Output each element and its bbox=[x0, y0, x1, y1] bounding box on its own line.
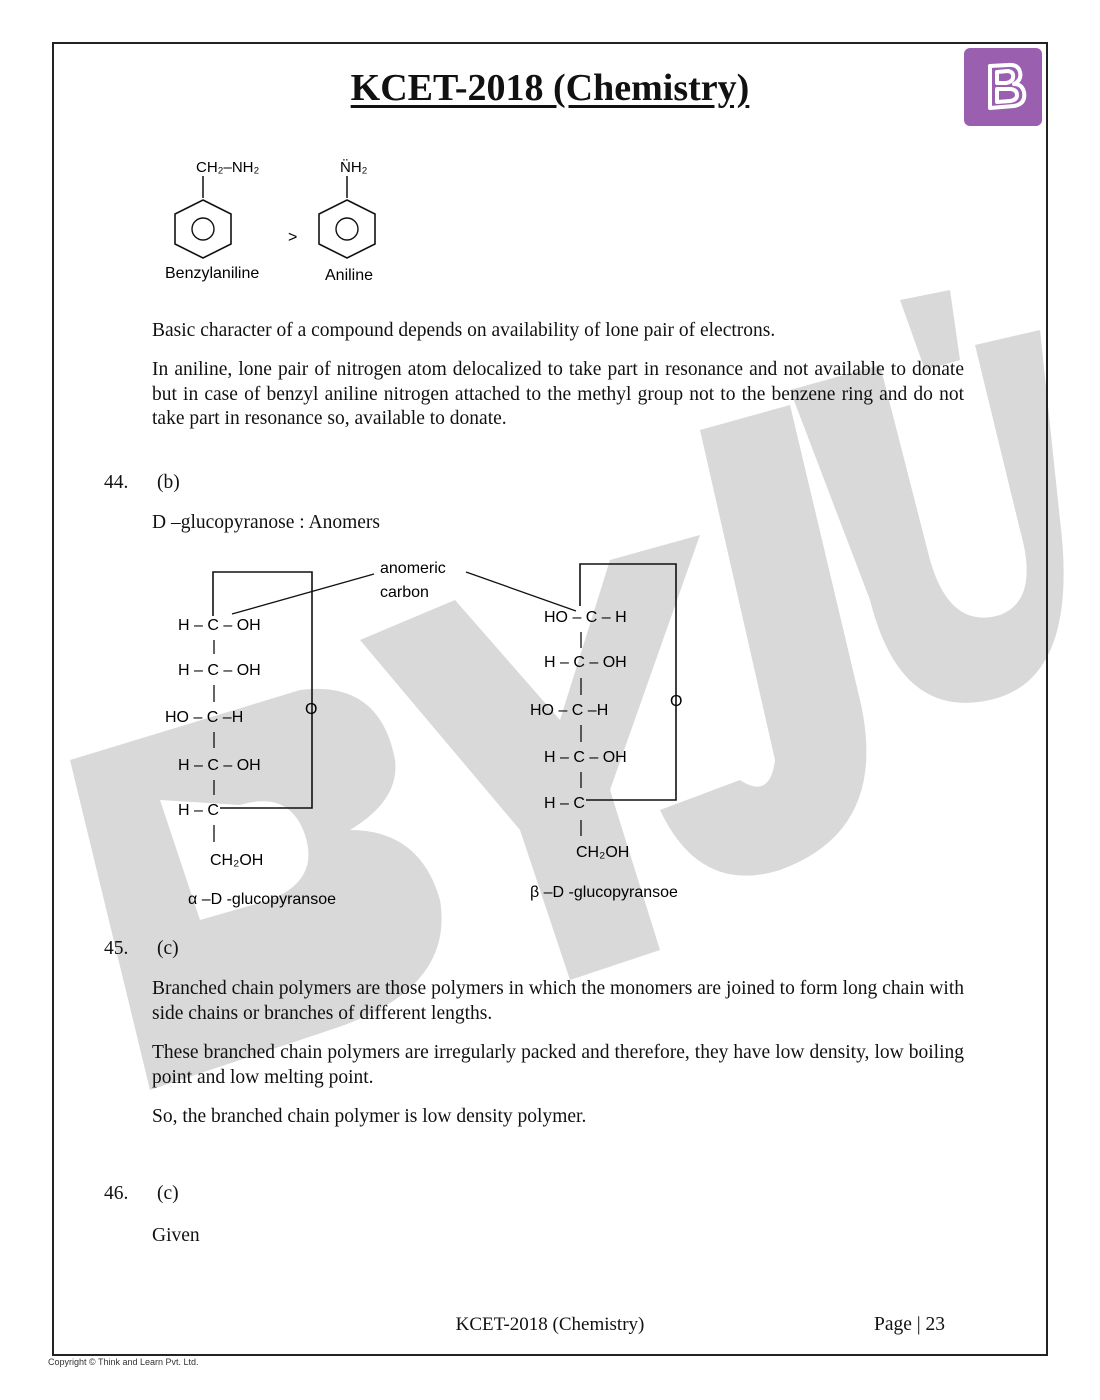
page-number: Page | 23 bbox=[874, 1314, 946, 1335]
alpha-row-5: H – C bbox=[178, 802, 219, 819]
anomeric-label-line2: carbon bbox=[380, 584, 429, 601]
byjus-logo-icon bbox=[964, 48, 1042, 126]
comparison-symbol: > bbox=[288, 229, 298, 246]
q45-paragraph-2: These branched chain polymers are irregularly packed and therefore, they have low density, low boiling point and low melting point. bbox=[152, 1042, 964, 1088]
q44-answer: (b) bbox=[157, 472, 180, 493]
q45-paragraph-1: Branched chain polymers are those polymers in which the monomers are joined to form long chain with side chains or branches of different lengths. bbox=[152, 978, 964, 1024]
amine-comparison-figure bbox=[150, 150, 410, 290]
q43-paragraph-2: In aniline, lone pair of nitrogen atom delocalized to take part in resonance and not available to donate but in case of benzyl aniline nitrogen attached to the methyl group not to the benzene ring and do not take part in resonance so, available to donate. bbox=[152, 359, 964, 429]
footer-title: KCET-2018 (Chemistry) bbox=[455, 1314, 645, 1335]
beta-row-2: H – C – OH bbox=[544, 654, 627, 671]
q46-text: Given bbox=[152, 1225, 200, 1246]
beta-row-1: HO – C – H bbox=[544, 609, 627, 626]
alpha-row-1: H – C – OH bbox=[178, 617, 261, 634]
alpha-ring-oxygen: O bbox=[305, 701, 318, 718]
benzene-ring-left bbox=[175, 200, 231, 258]
benzene-ring-right bbox=[319, 200, 375, 258]
alpha-ch2oh: CH₂OH bbox=[210, 852, 264, 869]
anomeric-label-line1: anomeric bbox=[380, 560, 446, 577]
alpha-glucopyranose bbox=[165, 572, 336, 908]
q44-heading: D –glucopyranose : Anomers bbox=[152, 512, 381, 533]
beta-row-4: H – C – OH bbox=[544, 749, 627, 766]
beta-ring-oxygen: O bbox=[670, 693, 683, 710]
beta-glucopyranose bbox=[530, 564, 682, 901]
glucopyranose-anomers-figure bbox=[150, 550, 710, 920]
q45-answer: (c) bbox=[157, 938, 179, 959]
beta-row-5: H – C bbox=[544, 795, 585, 812]
q46-answer: (c) bbox=[157, 1183, 179, 1204]
q43-paragraph-1: Basic character of a compound depends on availability of lone pair of electrons. bbox=[152, 320, 776, 341]
aniline-label: Aniline bbox=[325, 267, 374, 284]
alpha-row-4: H – C – OH bbox=[178, 757, 261, 774]
page-title: KCET-2018 (Chemistry) bbox=[350, 67, 750, 109]
benzylamine-group-label: CH₂–NH₂ bbox=[196, 159, 260, 176]
q45-number: 45. bbox=[104, 938, 129, 959]
alpha-caption: α –D -glucopyransoe bbox=[188, 891, 336, 908]
aniline-group-label: N̈H₂ bbox=[340, 159, 368, 176]
q44-number: 44. bbox=[104, 472, 129, 493]
beta-caption: β –D -glucopyransoe bbox=[530, 884, 678, 901]
alpha-row-3: HO – C –H bbox=[165, 709, 244, 726]
q45-paragraph-3: So, the branched chain polymer is low density polymer. bbox=[152, 1106, 587, 1127]
beta-ch2oh: CH₂OH bbox=[576, 844, 630, 861]
beta-row-3: HO – C –H bbox=[530, 702, 609, 719]
benzylaniline-label: Benzylaniline bbox=[165, 265, 260, 282]
copyright-notice: Copyright © Think and Learn Pvt. Ltd. bbox=[48, 1357, 199, 1367]
alpha-row-2: H – C – OH bbox=[178, 662, 261, 679]
q46-number: 46. bbox=[104, 1183, 129, 1204]
